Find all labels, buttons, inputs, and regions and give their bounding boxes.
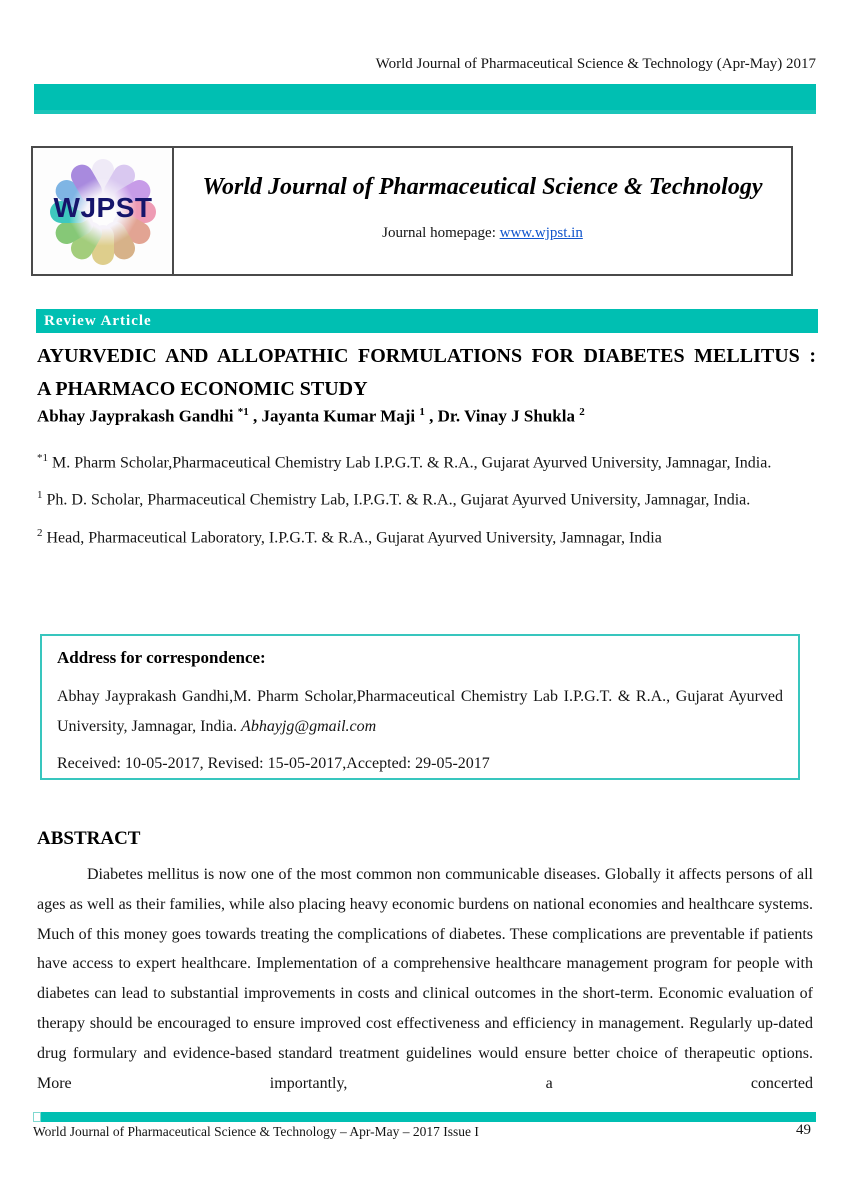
homepage-label: Journal homepage: <box>382 225 500 241</box>
affiliation-item <box>37 446 816 475</box>
homepage-line <box>174 225 791 242</box>
footer-bar-notch <box>33 1112 41 1122</box>
article-title <box>37 340 816 406</box>
correspondence-email: Abhayjg@gmail.com <box>241 718 377 735</box>
affiliation-marker: 1 <box>37 489 43 502</box>
abstract-paragraph: Diabetes mellitus is now one of the most common non communicable diseases. Globally it affects persons of all ages as well as their families, while also placing heavy economic burdens on national economies and healthcare systems. Much of this money goes towards treating the complications of diabetes. These complications are preventable if patients have access to expert healthcare. Implementation of a comprehensive healthcare management program for people with diabetes can lead to substantial improvements in costs and clinical outcomes in the short-term. Economic evaluation of therapy should be encouraged to ensure improved cost effectiveness and efficiency in management. Regularly up-dated drug formulary and evidence-based standard treatment guidelines would ensure better choice of therapeutic options. More importantly, a concerted <box>37 866 813 1092</box>
footer-page-number: 49 <box>796 1122 811 1138</box>
affiliations <box>37 446 816 558</box>
author-name: , Jayanta Kumar Maji <box>248 406 420 426</box>
footer-bar-fill <box>41 1112 816 1122</box>
affiliation-marker: 2 <box>37 526 43 539</box>
author-name: , Dr. Vinay J Shukla <box>424 406 580 426</box>
homepage-link[interactable]: www.wjpst.in <box>499 225 583 241</box>
affiliation-item <box>37 483 816 512</box>
footer-journal-line: World Journal of Pharmaceutical Science & Technology – Apr-May – 2017 Issue I <box>33 1124 479 1139</box>
author-affil-marker: 2 <box>579 406 585 418</box>
logo-cell <box>33 148 174 274</box>
masthead-box <box>31 146 793 276</box>
footer-accent-bar <box>33 1112 816 1122</box>
affiliation-marker: *1 <box>37 452 48 464</box>
author-affil-marker: 1 <box>419 406 425 418</box>
correspondence-box <box>40 634 800 780</box>
authors-line <box>37 406 816 427</box>
wjpst-logo <box>43 154 163 270</box>
affiliation-text: M. Pharm Scholar,Pharmaceutical Chemistry Lab I.P.G.T. & R.A., Gujarat Ayurved University, Jamnagar, India. <box>48 454 772 472</box>
abstract-heading: ABSTRACT <box>37 828 141 849</box>
correspondence-heading: Address for correspondence: <box>57 648 266 667</box>
affiliation-text: Head, Pharmaceutical Laboratory, I.P.G.T. & R.A., Gujarat Ayurved University, Jamnagar, India <box>42 528 662 546</box>
author-affil-marker: *1 <box>237 406 249 418</box>
affiliation-item <box>37 521 816 550</box>
header-accent-band <box>34 84 816 114</box>
journal-title: World Journal of Pharmaceutical Science & Technology <box>202 174 763 200</box>
author-name: Abhay Jayprakash Gandhi <box>37 406 238 426</box>
correspondence-dates: Received: 10-05-2017, Revised: 15-05-2017,Accepted: 29-05-2017 <box>57 755 490 772</box>
masthead-text-cell <box>174 148 791 274</box>
correspondence-body <box>57 682 783 742</box>
logo-wordmark: WJPST <box>53 192 153 223</box>
correspondence-address: Abhay Jayprakash Gandhi,M. Pharm Scholar,Pharmaceutical Chemistry Lab I.P.G.T. & R.A., Gujarat Ayurved University, Jamnagar, India. <box>57 688 783 735</box>
article-type-banner: Review Article <box>36 309 818 333</box>
article-title-line2: A PHARMACO ECONOMIC STUDY <box>37 378 368 400</box>
affiliation-text: Ph. D. Scholar, Pharmaceutical Chemistry Lab, I.P.G.T. & R.A., Gujarat Ayurved University, Jamnagar, India. <box>42 491 751 509</box>
article-title-line1: AYURVEDIC AND ALLOPATHIC FORMULATIONS FOR DIABETES MELLITUS : <box>37 345 816 367</box>
running-header: World Journal of Pharmaceutical Science & Technology (Apr-May) 2017 <box>375 56 816 72</box>
